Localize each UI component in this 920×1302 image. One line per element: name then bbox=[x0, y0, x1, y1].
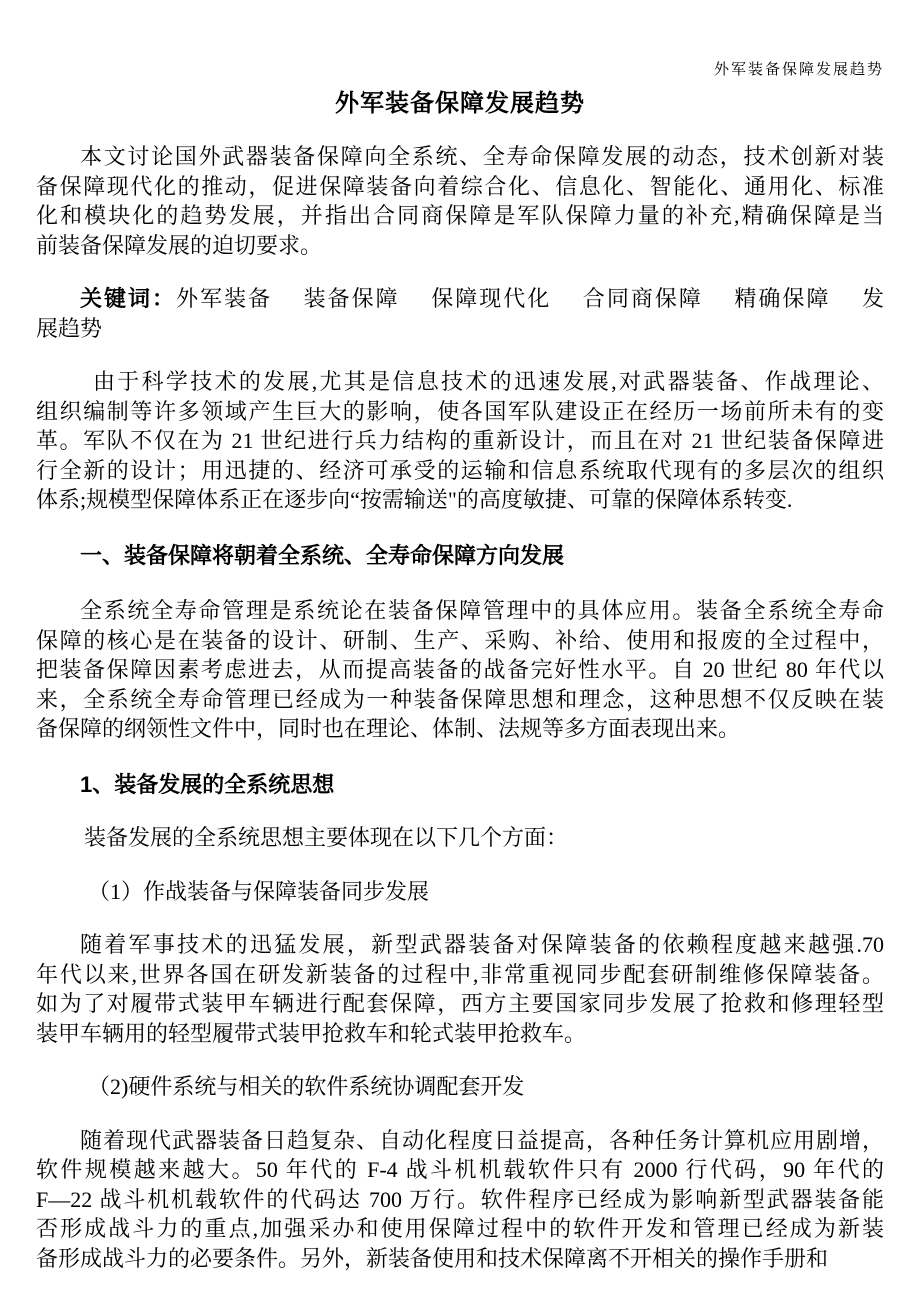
item-1-paragraph bbox=[36, 930, 884, 1048]
text-line: 如为了对履带式装甲车辆进行配套保障，西方主要国家同步发展了抢救和修理轻型 bbox=[36, 991, 884, 1016]
keywords-paragraph bbox=[36, 284, 884, 343]
text-line: 保障的核心是在装备的设计、研制、生产、采购、补给、使用和报废的全过程中， bbox=[36, 627, 884, 653]
document-title: 外军装备保障发展趋势 bbox=[335, 90, 585, 117]
text-line: 来，全系统全寿命管理已经成为一种装备保障思想和理念，这种思想不仅反映在装 bbox=[36, 686, 884, 712]
item-1-heading bbox=[36, 877, 884, 907]
text-line: 全系统全寿命管理是系统论在装备保障管理中的具体应用。装备全系统全寿命 bbox=[80, 598, 884, 623]
text-line: 软件规模越来越大。50 年代的 F-4 战斗机机载软件只有 2000 行代码，90 年代的 bbox=[36, 1157, 884, 1182]
text-line: 装甲车辆用的轻型履带式装甲抢救车和轮式装甲抢救车。 bbox=[36, 1020, 587, 1046]
keywords-terms: 外军装备 装备保障 保障现代化 合同商保障 精确保障 发 bbox=[176, 286, 884, 311]
text-line: 随着现代武器装备日趋复杂、自动化程度日益提高，各种任务计算机应用剧增， bbox=[80, 1127, 884, 1153]
text-line: 由于科学技术的发展,尤其是信息技术的迅速发展,对武器装备、作战理论、 bbox=[93, 369, 884, 394]
text-line bbox=[36, 284, 884, 314]
item-2-paragraph bbox=[36, 1126, 884, 1274]
text-line: 把装备保障因素考虑进去，从而提高装备的战备完好性水平。自 20 世纪 80 年代以 bbox=[36, 657, 884, 682]
abstract-paragraph bbox=[36, 142, 884, 260]
text-line: 否形成战斗力的重点,加强采办和使用保障过程中的软件开发和管理已经成为新装 bbox=[36, 1216, 884, 1241]
text-line: （1）作战装备与保障装备同步发展 bbox=[88, 878, 430, 904]
text-line: 本文讨论国外武器装备保障向全系统、全寿命保障发展的动态，技术创新对装 bbox=[80, 144, 884, 169]
text-line: 随着军事技术的迅猛发展，新型武器装备对保障装备的依赖程度越来越强.70 bbox=[80, 932, 884, 957]
aspects-paragraph bbox=[36, 823, 884, 853]
section-1-heading: 一、装备保障将朝着全系统、全寿命保障方向发展 bbox=[80, 542, 565, 568]
text-line: 行全新的设计；用迅捷的、经济可承受的运输和信息系统取代现有的多层次的组织 bbox=[36, 457, 884, 483]
text-line: 备形成战斗力的必要条件。另外，新装备使用和技术保障离不开相关的操作手册和 bbox=[36, 1245, 829, 1271]
intro-paragraph bbox=[36, 367, 884, 515]
text-line: 备保障现代化的推动，促进保障装备向着综合化、信息化、智能化、通用化、标准 bbox=[36, 173, 884, 199]
text-line: 革。军队不仅在为 21 世纪进行兵力结构的重新设计，而且在对 21 世纪装备保障进 bbox=[36, 428, 884, 453]
text-line: 体系;规模型保障体系正在逐步向“按需输送"的高度敏捷、可靠的保障体系转变. bbox=[36, 487, 793, 512]
text-line: F—22 战斗机机载软件的代码达 700 万行。软件程序已经成为影响新型武器装备能 bbox=[36, 1186, 884, 1212]
subsection-1-heading: 1、装备发展的全系统思想 bbox=[80, 771, 335, 797]
text-line: 化和模块化的趋势发展，并指出合同商保障是军队保障力量的补充,精确保障是当 bbox=[36, 203, 884, 228]
text-line: （2)硬件系统与相关的软件系统协调配套开发 bbox=[88, 1074, 525, 1099]
running-header: 外军装备保障发展趋势 bbox=[713, 62, 884, 78]
item-2-heading bbox=[36, 1072, 884, 1102]
text-line: 前装备保障发展的迫切要求。 bbox=[36, 232, 323, 258]
text-line: 备保障的纲领性文件中，同时也在理论、体制、法规等多方面表现出来。 bbox=[36, 716, 741, 741]
text-line: 组织编制等许多领域产生巨大的影响，使各国军队建设正在经历一场前所未有的变 bbox=[36, 398, 884, 424]
text-line: 展趋势 bbox=[36, 315, 103, 341]
text-line: 装备发展的全系统思想主要体现在以下几个方面： bbox=[84, 825, 569, 850]
keywords-label: 关键词： bbox=[80, 286, 177, 311]
text-line: 年代以来,世界各国在研发新装备的过程中,非常重视同步配套研制维修保障装备。 bbox=[36, 961, 884, 987]
section-1-paragraph bbox=[36, 596, 884, 744]
